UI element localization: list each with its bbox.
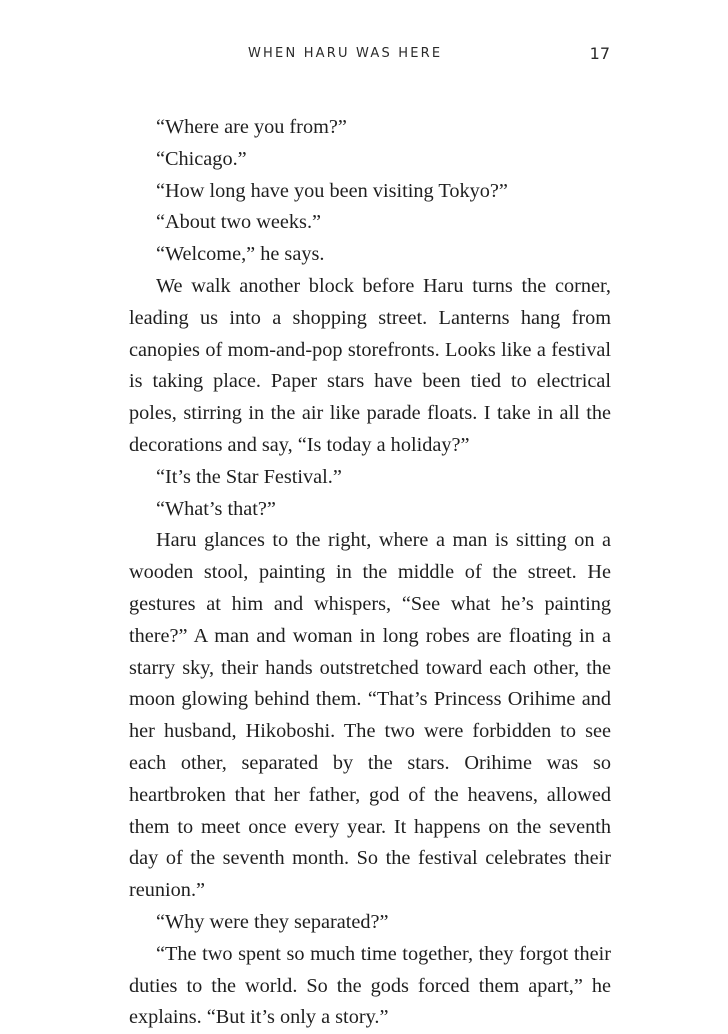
paragraph: Haru glances to the right, where a man is sitting on a wooden stool, painting in the middle of the street. He gestures at him and whispers, “See what he’s painting there?” A man and woman in long robes are floating in a starry sky, their hands outstretched toward each other, the moon glowing behind them. “That’s Princess Orihime and her husband, Hikoboshi. The two were forbidden to see each other, separated by the stars. Orihime was so heartbroken that her father, god of the heavens, allowed them to meet once every year. It happens on the seventh day of the seventh month. So the festival celebrates their reunion.” <box>129 529 611 902</box>
paragraph: “Where are you from?” <box>156 116 347 138</box>
running-header <box>0 43 728 67</box>
paragraph: “The two spent so much time together, they forgot their duties to the world. So the gods forced them apart,” he explains. “But it’s only a story.” <box>129 942 611 1029</box>
running-title: WHEN HARU WAS HERE <box>248 46 443 61</box>
paragraph: “Chicago.” <box>156 147 247 170</box>
paragraph: “Why were they separated?” <box>156 910 389 933</box>
paragraph: “Welcome,” he says. <box>156 243 325 266</box>
paragraph: We walk another block before Haru turns the corner, leading us into a shopping street. Lanterns hang from canopies of mom-and-pop storefronts. Looks like a festival is taking place. Paper stars have been tied to electrical poles, stirring in the air like parade floats. I take in all the decorations and say, “Is today a holiday?” <box>129 274 611 456</box>
paragraph: “How long have you been visiting Tokyo?” <box>156 179 508 202</box>
body-text <box>129 112 611 1034</box>
page-number: 17 <box>589 44 610 63</box>
paragraph: “It’s the Star Festival.” <box>156 465 342 488</box>
paragraph: “About two weeks.” <box>156 211 322 234</box>
paragraph: “What’s that?” <box>156 497 276 520</box>
